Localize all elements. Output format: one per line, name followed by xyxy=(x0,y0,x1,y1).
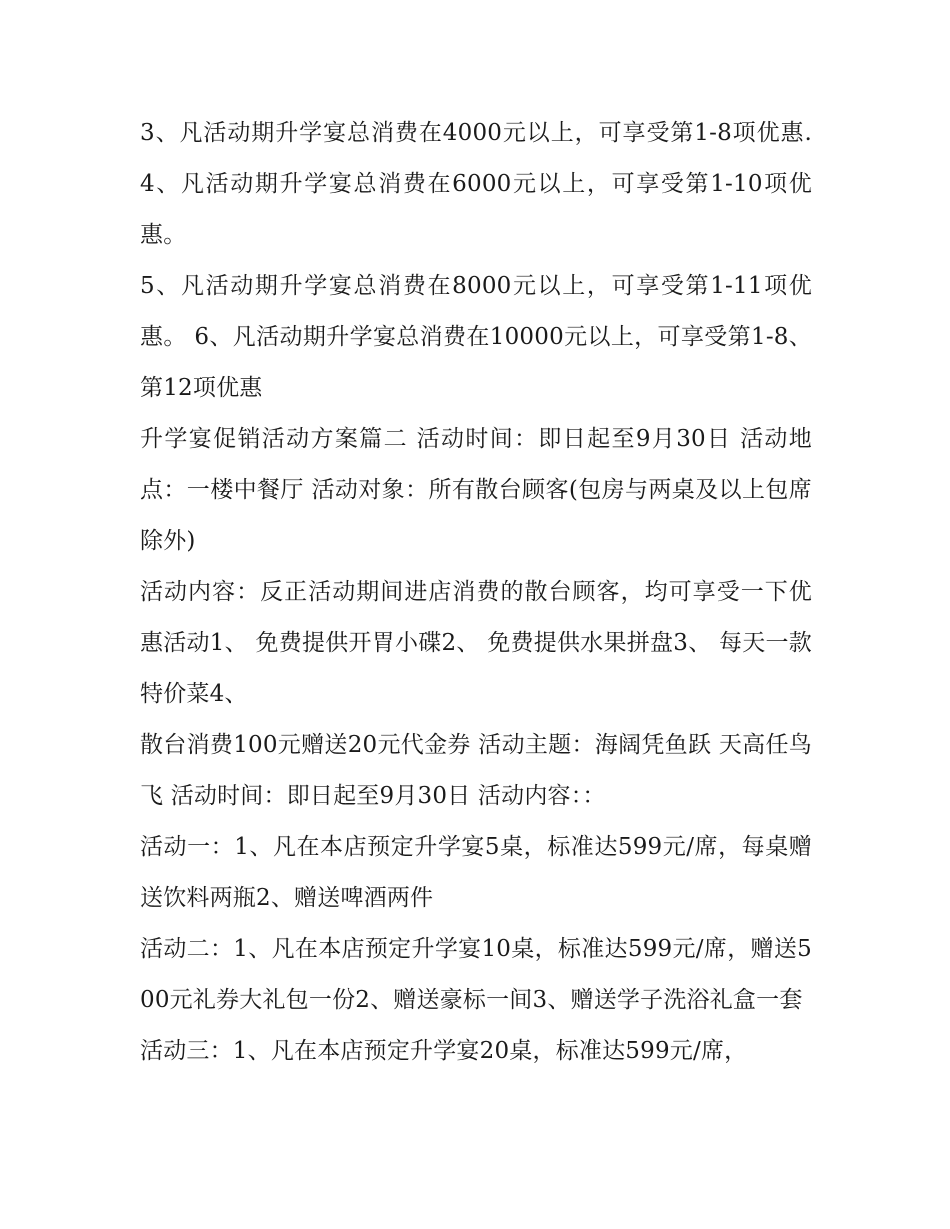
paragraph-7: 活动二：1、凡在本店预定升学宴10桌，标准达599元/席，赠送500元礼券大礼包一份2、赠送豪标一间3、赠送学子洗浴礼盒一套 xyxy=(140,936,812,1013)
paragraph-5: 散台消费100元赠送20元代金券 活动主题：海阔凭鱼跃 天高任鸟飞 活动时间：即日起至9月30日 活动内容：： xyxy=(140,732,812,809)
paragraph-2: 5、凡活动期升学宴总消费在8000元以上，可享受第1-11项优惠。 6、凡活动期升学宴总消费在10000元以上，可享受第1-8、第12项优惠 xyxy=(140,273,812,401)
paragraph-3: 升学宴促销活动方案篇二 活动时间：即日起至9月30日 活动地点：一楼中餐厅 活动对象：所有散台顾客(包房与两桌及以上包席除外) xyxy=(140,426,812,554)
document-body xyxy=(140,108,812,1077)
paragraph-4: 活动内容：反正活动期间进店消费的散台顾客，均可享受一下优惠活动1、 免费提供开胃小碟2、 免费提供水果拼盘3、 每天一款特价菜4、 xyxy=(140,579,812,707)
paragraph-6: 活动一：1、凡在本店预定升学宴5桌，标准达599元/席，每桌赠送饮料两瓶2、赠送啤酒两件 xyxy=(140,834,812,911)
paragraph-8: 活动三：1、凡在本店预定升学宴20桌，标准达599元/席， xyxy=(140,1038,748,1064)
paragraph-1: 3、凡活动期升学宴总消费在4000元以上，可享受第1-8项优惠.4、凡活动期升学宴总消费在6000元以上，可享受第1-10项优惠。 xyxy=(140,120,812,248)
